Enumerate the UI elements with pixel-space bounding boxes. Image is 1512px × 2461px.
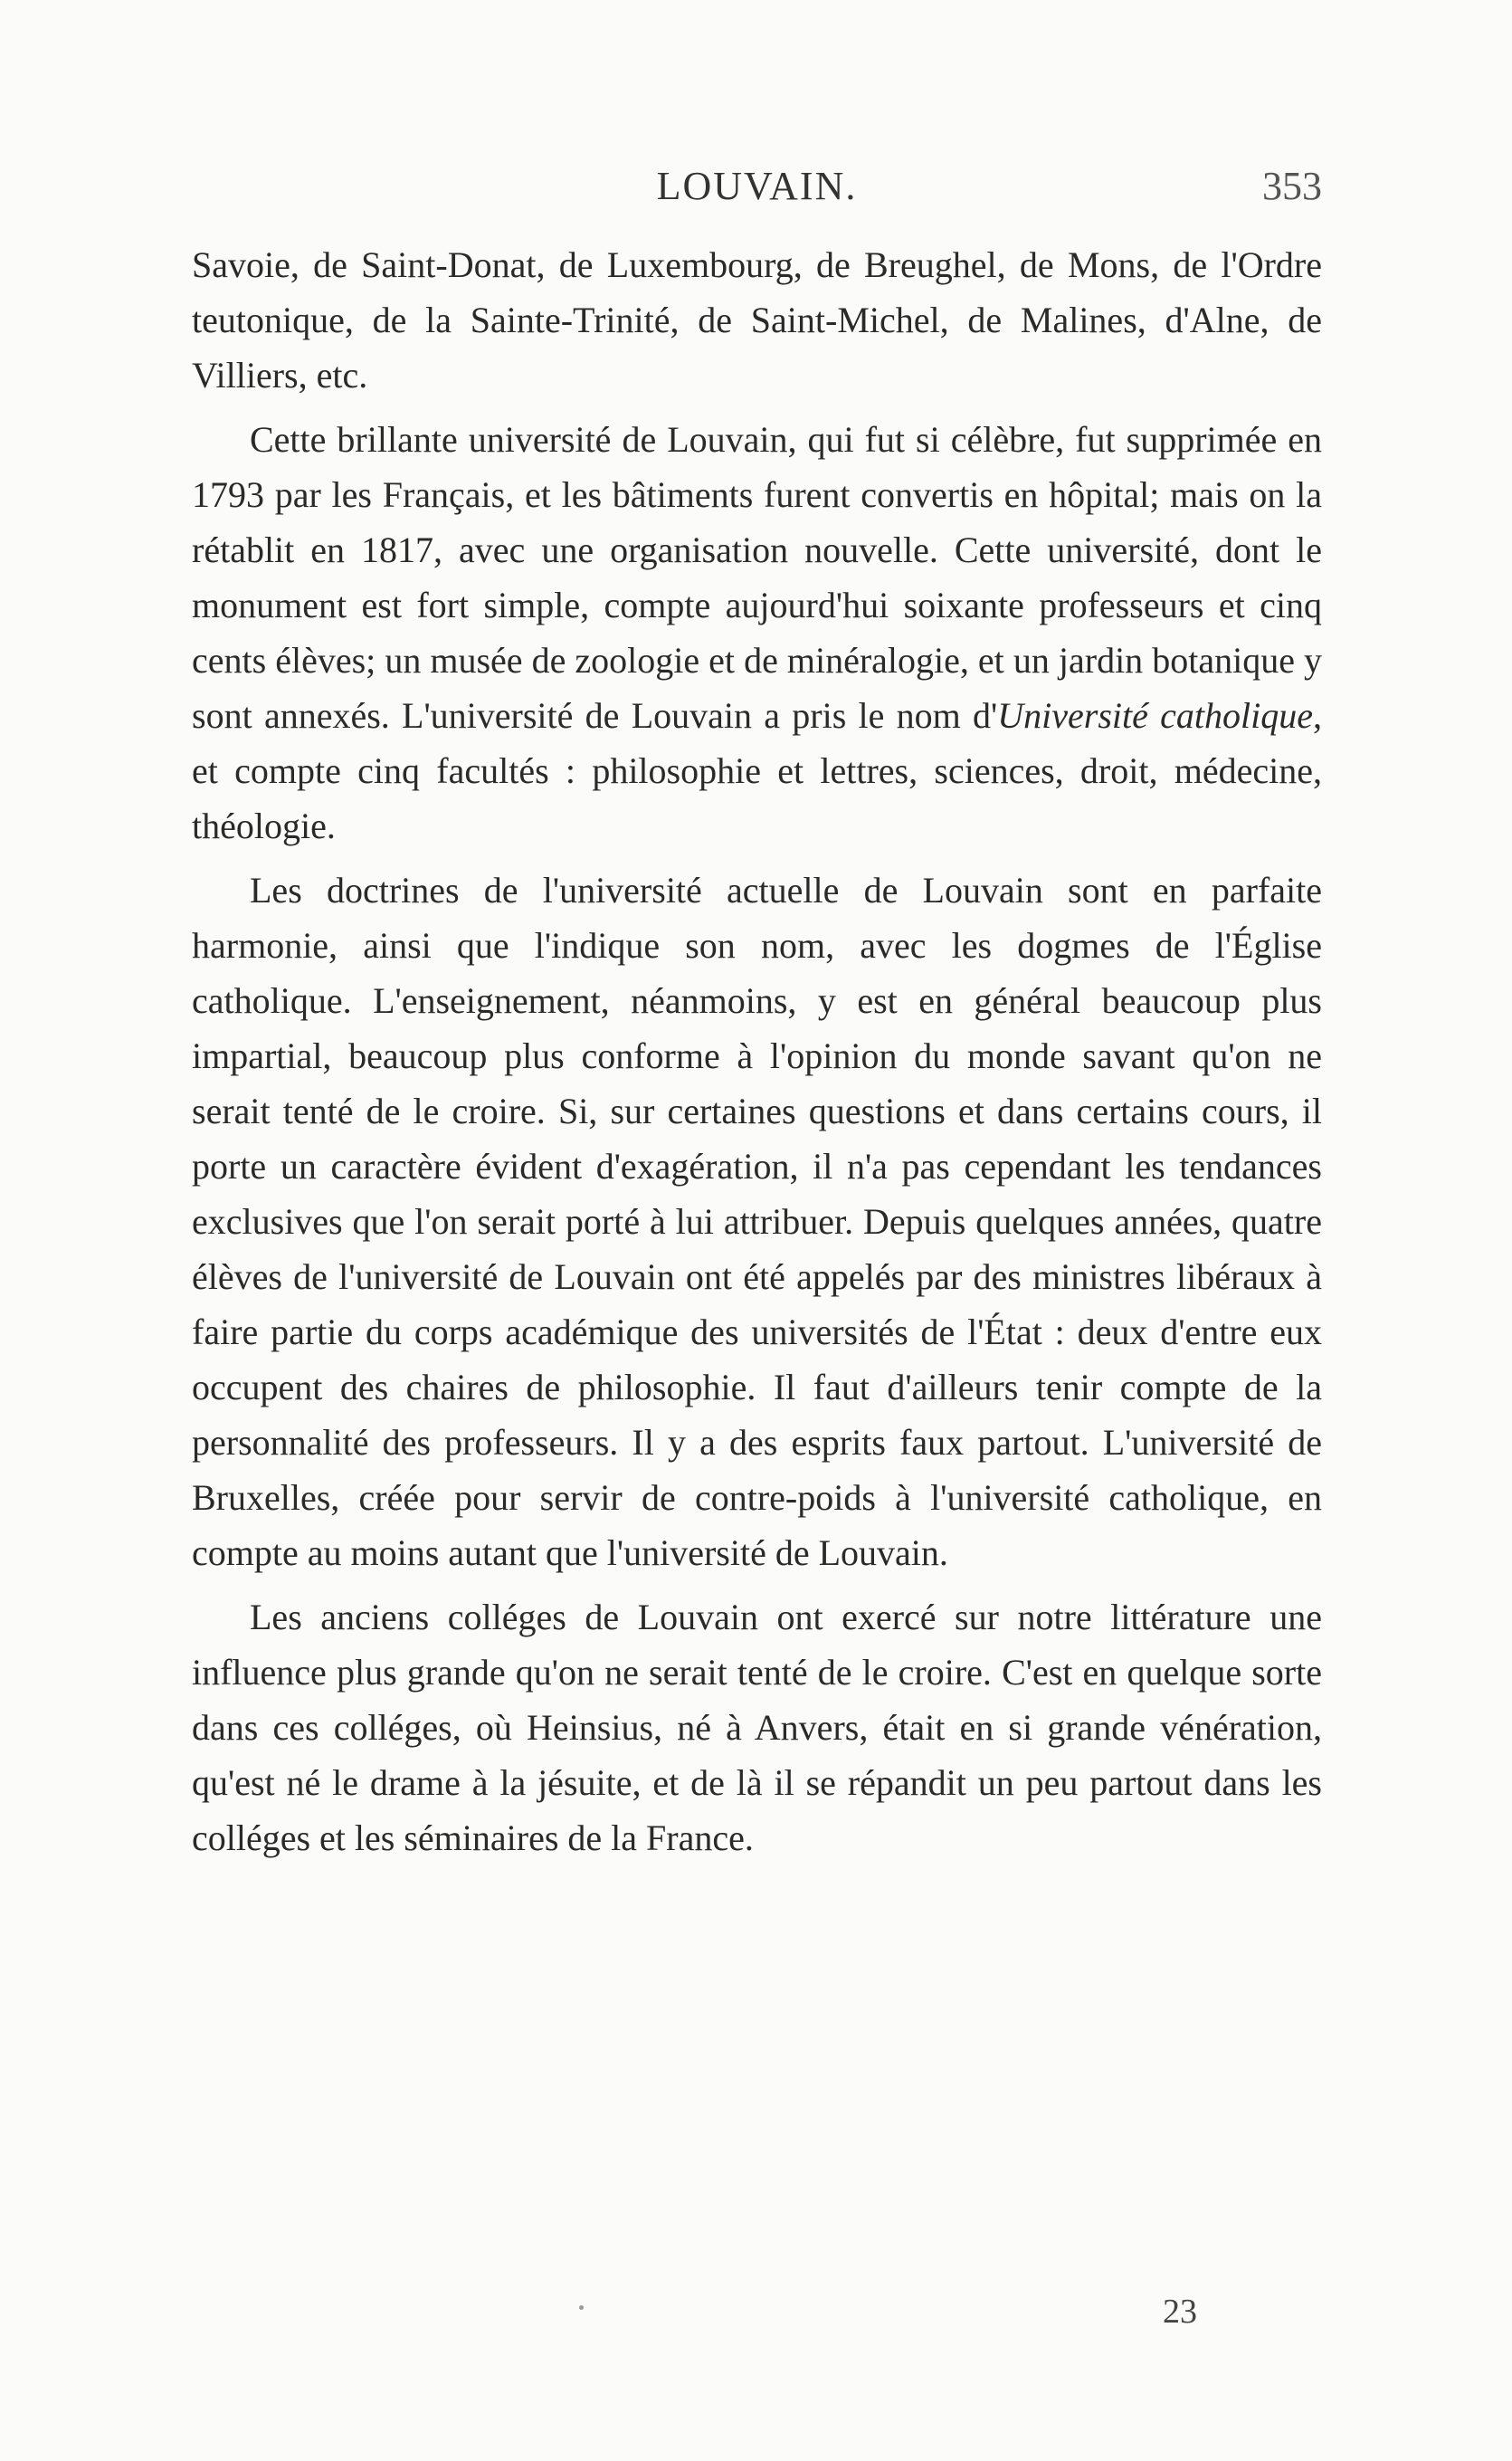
paragraph-4: Les anciens colléges de Louvain ont exercé sur notre littérature une influence plus grande qu'on ne serait tenté de le croire. C'est en quelque sorte dans ces colléges, où Heinsius, né à Anvers, était en si grande vénération, qu'est né le drame à la jésuite, et de là il se répandit un peu partout dans les colléges et les séminaires de la France.	[192, 1597, 1322, 1858]
paragraph-1: Savoie, de Saint-Donat, de Luxembourg, de Breughel, de Mons, de l'Ordre teutonique, de la Sainte-Trinité, de Saint-Michel, de Malines, d'Alne, de Villiers, etc.	[192, 244, 1322, 396]
paragraph-2-italic-title: Université catholique	[997, 695, 1313, 736]
signature-mark: 23	[1163, 2293, 1197, 2331]
paragraph-2-text-end: , et compte cinq facultés : philosophie et lettres, sciences, droit, médecine, théologie.	[192, 695, 1322, 846]
page-number: 353	[1262, 164, 1322, 208]
body-text	[192, 237, 1322, 1865]
paragraph-2	[192, 412, 1322, 854]
running-head	[192, 163, 1322, 208]
running-head-title: LOUVAIN.	[656, 164, 858, 208]
paragraph-2-text-start: Cette brillante université de Louvain, qui fut si célèbre, fut supprimée en 1793 par les Français, et les bâtiments furent convertis en hôpital; mais on la rétablit en 1817, avec une organisation nouvelle. Cette université, dont le monument est fort simple, compte aujourd'hui soixante professeurs et cinq cents élèves; un musée de zoologie et de minéralogie, et un jardin botanique y sont annexés. L'université de Louvain a pris le nom d'	[192, 419, 1322, 736]
printing-mark	[579, 2305, 584, 2310]
paragraph-3: Les doctrines de l'université actuelle de Louvain sont en parfaite harmonie, ainsi que l'indique son nom, avec les dogmes de l'Église catholique. L'enseignement, néanmoins, y est en général beaucoup plus impartial, beaucoup plus conforme à l'opinion du monde savant qu'on ne serait tenté de le croire. Si, sur certaines questions et dans certains cours, il porte un caractère évident d'exagération, il n'a pas cependant les tendances exclusives que l'on serait porté à lui attribuer. Depuis quelques années, quatre élèves de l'université de Louvain ont été appelés par des ministres libéraux à faire partie du corps académique des universités de l'État : deux d'entre eux occupent des chaires de philosophie. Il faut d'ailleurs tenir compte de la personnalité des professeurs. Il y a des esprits faux partout. L'université de Bruxelles, créée pour servir de contre-poids à l'université catholique, en compte au moins autant que l'université de Louvain.	[192, 870, 1322, 1573]
